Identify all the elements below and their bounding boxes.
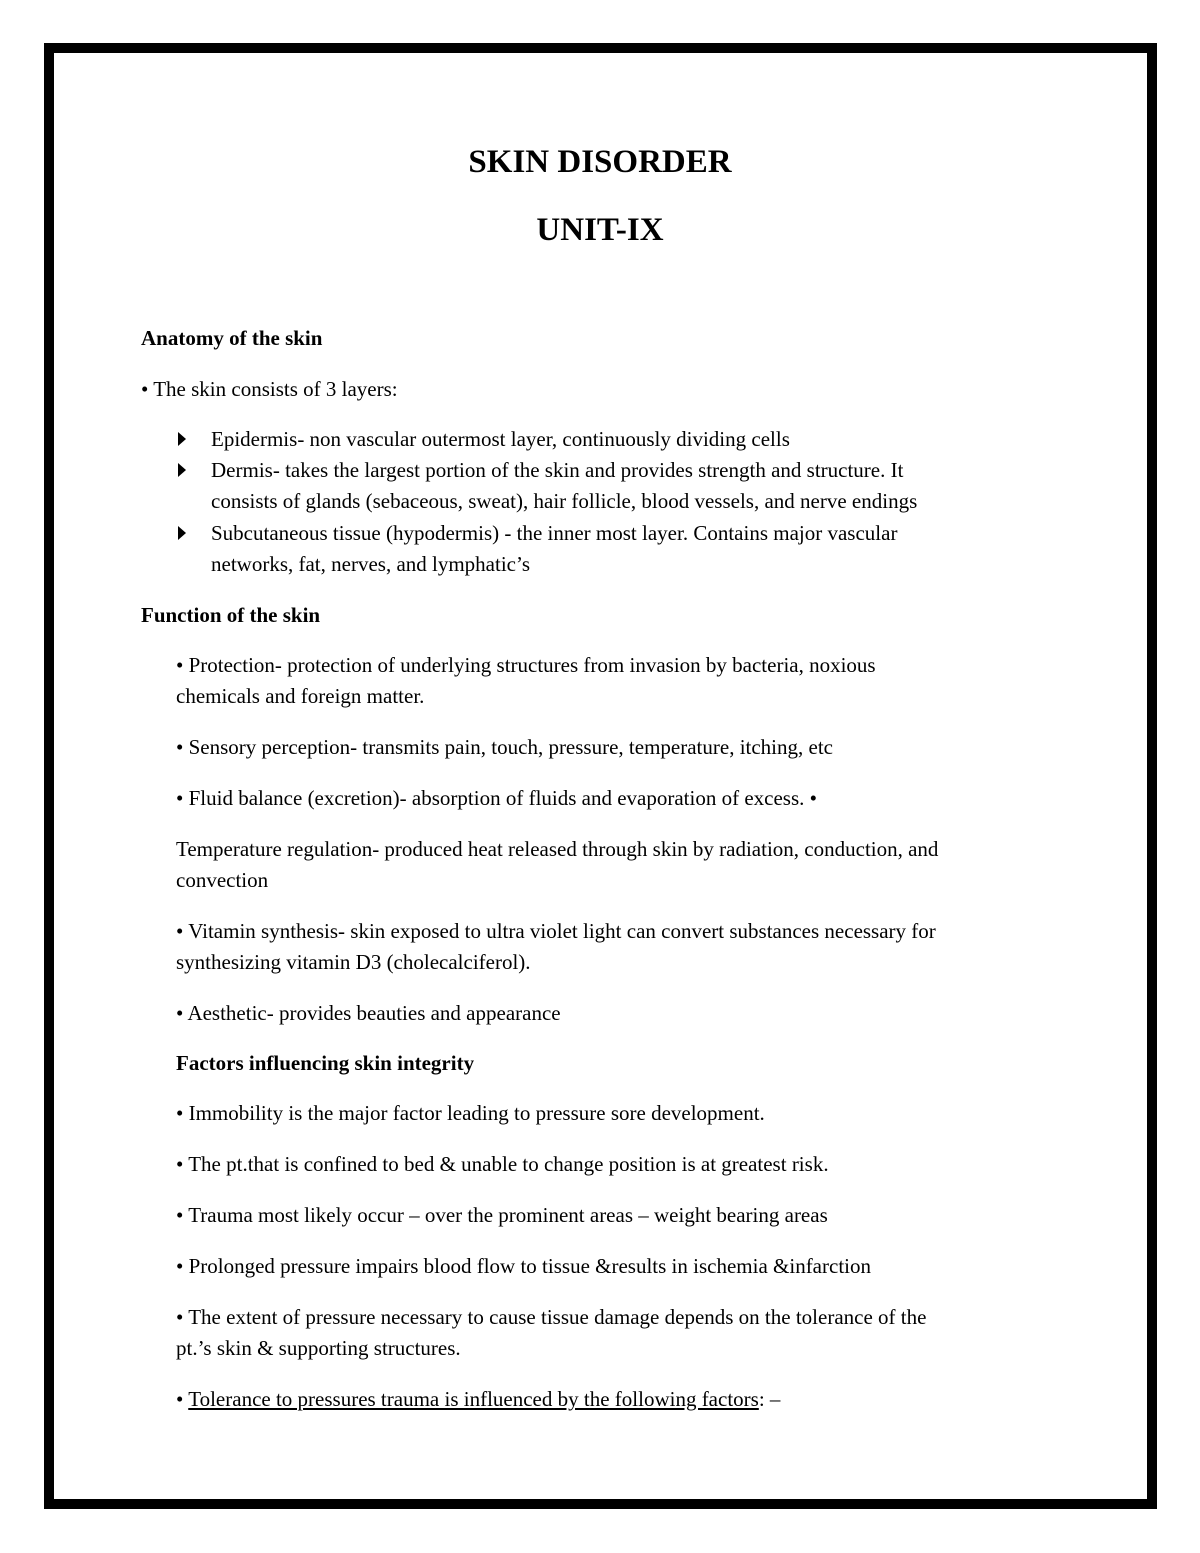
function-protection-line-2: chemicals and foreign matter.: [176, 684, 425, 708]
factor-tolerance-line: [176, 1384, 780, 1415]
anatomy-heading: Anatomy of the skin: [141, 326, 323, 350]
layer-dermis-line-2: consists of glands (sebaceous, sweat), hair follicle, blood vessels, and nerve endings: [211, 489, 918, 513]
arrow-bullet-icon: [178, 432, 186, 446]
unit-title: UNIT-IX: [536, 212, 664, 248]
factor-immobility: • Immobility is the major factor leading to pressure sore development.: [176, 1101, 765, 1125]
arrow-bullet-icon: [178, 526, 186, 540]
factor-extent-line-2: pt.’s skin & supporting structures.: [176, 1336, 461, 1360]
function-temperature-line-1: Temperature regulation- produced heat released through skin by radiation, conduction, and: [176, 837, 939, 861]
function-heading: Function of the skin: [141, 603, 321, 627]
factor-confined: • The pt.that is confined to bed & unable to change position is at greatest risk.: [176, 1152, 829, 1176]
factor-trauma: • Trauma most likely occur – over the prominent areas – weight bearing areas: [176, 1203, 828, 1227]
factor-prolonged-pressure: • Prolonged pressure impairs blood flow to tissue &results in ischemia &infarction: [176, 1254, 871, 1278]
arrow-bullet-icon: [178, 463, 186, 477]
page-border: [44, 43, 1157, 1509]
layer-subcutaneous-line-2: networks, fat, nerves, and lymphatic’s: [211, 552, 530, 576]
tolerance-bullet: •: [176, 1387, 189, 1411]
document-title: SKIN DISORDER: [468, 144, 732, 180]
tolerance-underlined-text: Tolerance to pressures trauma is influenced by the following factors: [188, 1387, 759, 1411]
function-sensory-line-1: • Sensory perception- transmits pain, touch, pressure, temperature, itching, etc: [176, 735, 833, 759]
function-protection-line-1: • Protection- protection of underlying structures from invasion by bacteria, noxious: [176, 653, 876, 677]
function-aesthetic-line-1: • Aesthetic- provides beauties and appearance: [176, 1001, 561, 1025]
anatomy-intro: • The skin consists of 3 layers:: [141, 377, 398, 401]
function-temperature-line-2: convection: [176, 868, 269, 892]
factor-extent-line-1: • The extent of pressure necessary to cause tissue damage depends on the tolerance of the: [176, 1305, 927, 1329]
function-fluid-line-1: • Fluid balance (excretion)- absorption of fluids and evaporation of excess. •: [176, 786, 818, 810]
layer-dermis-line-1: Dermis- takes the largest portion of the skin and provides strength and structure. It: [211, 458, 904, 482]
tolerance-suffix: : –: [758, 1387, 781, 1411]
layer-subcutaneous-line-1: Subcutaneous tissue (hypodermis) - the inner most layer. Contains major vascular: [211, 521, 898, 545]
function-vitamin-line-1: • Vitamin synthesis- skin exposed to ultra violet light can convert substances necessary for: [176, 919, 936, 943]
layer-epidermis-line-1: Epidermis- non vascular outermost layer, continuously dividing cells: [211, 427, 790, 451]
factors-heading: Factors influencing skin integrity: [176, 1051, 475, 1075]
function-vitamin-line-2: synthesizing vitamin D3 (cholecalciferol).: [176, 950, 531, 974]
